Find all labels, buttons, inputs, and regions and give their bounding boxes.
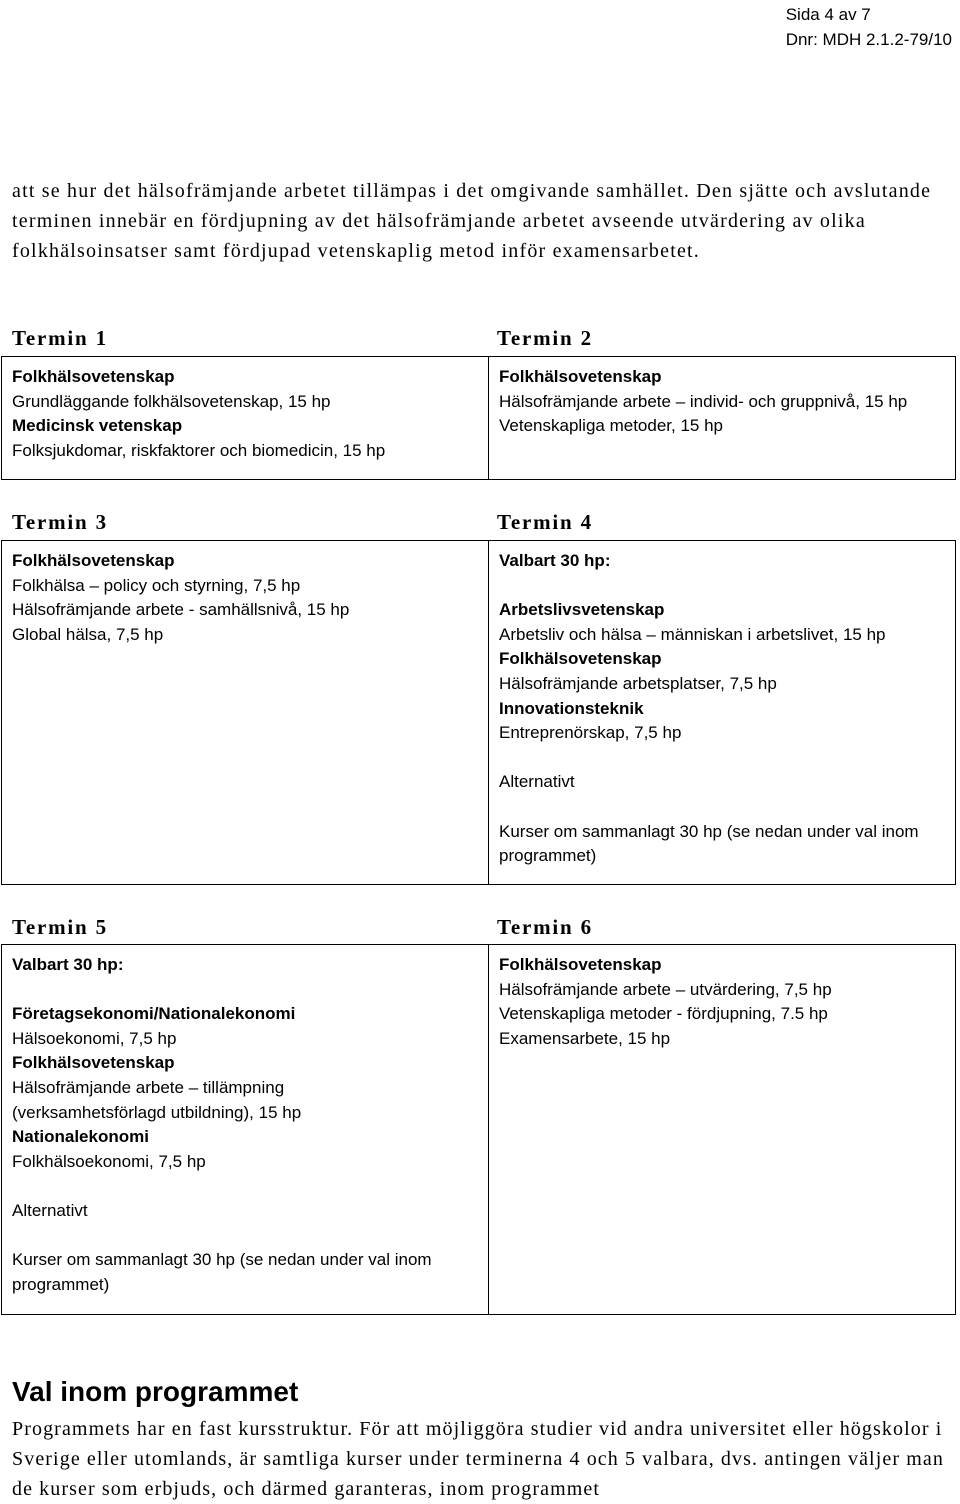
term-4-elective: Valbart 30 hp: bbox=[499, 551, 611, 570]
term-1-label: Termin 1 bbox=[12, 326, 108, 350]
term-6-subject-1: Folkhälsovetenskap bbox=[499, 955, 662, 974]
section-paragraph bbox=[12, 1414, 952, 1504]
term-6-label: Termin 6 bbox=[497, 915, 593, 939]
term-5-subject-2: Folkhälsovetenskap bbox=[12, 1053, 175, 1073]
term-3-cell bbox=[2, 541, 489, 885]
term-2-label: Termin 2 bbox=[497, 326, 593, 350]
term-1-2-table bbox=[1, 356, 956, 480]
term-5-alternative-text: Kurser om sammanlagt 30 hp (se nedan under val inom programmet) bbox=[12, 1250, 432, 1294]
term-1-subject-1: Folkhälsovetenskap bbox=[12, 367, 175, 386]
term-1-subject-2: Medicinsk vetenskap bbox=[12, 416, 183, 436]
term-4-course-2: Hälsofrämjande arbetsplatser, 7,5 hp bbox=[499, 673, 777, 693]
term-6-course-3: Examensarbete, 15 hp bbox=[499, 1028, 671, 1048]
term-4-course-3: Entreprenörskap, 7,5 hp bbox=[499, 723, 682, 743]
term-1-course-2: Folksjukdomar, riskfaktorer och biomedicin, 15 hp bbox=[12, 440, 386, 460]
term-2-course-1: Hälsofrämjande arbete – individ- och gruppnivå, 15 hp bbox=[499, 391, 908, 411]
term-4-label: Termin 4 bbox=[497, 510, 593, 534]
term-4-course-1: Arbetsliv och hälsa – människan i arbetslivet, 15 hp bbox=[499, 624, 886, 644]
term-3-4-table bbox=[1, 540, 956, 885]
intro-paragraph bbox=[12, 176, 952, 266]
page-header bbox=[786, 2, 952, 52]
term-5-label: Termin 5 bbox=[12, 915, 108, 939]
term-6-cell bbox=[489, 945, 956, 1315]
term-5-course-2a: Hälsofrämjande arbete – tillämpning bbox=[12, 1077, 285, 1097]
term-5-course-3: Folkhälsoekonomi, 7,5 hp bbox=[12, 1151, 206, 1171]
term-4-alternative-text: Kurser om sammanlagt 30 hp (se nedan under val inom programmet) bbox=[499, 821, 919, 866]
term-3-subject-1: Folkhälsovetenskap bbox=[12, 551, 175, 570]
term-4-subject-1: Arbetslivsvetenskap bbox=[499, 600, 665, 620]
term-5-subject-1: Företagsekonomi/Nationalekonomi bbox=[12, 1004, 296, 1024]
term-6-course-1: Hälsofrämjande arbete – utvärdering, 7,5 hp bbox=[499, 979, 832, 999]
term-3-course-1: Folkhälsa – policy och styrning, 7,5 hp bbox=[12, 575, 301, 595]
term-3-course-3: Global hälsa, 7,5 hp bbox=[12, 624, 164, 644]
term-4-subject-3: Innovationsteknik bbox=[499, 698, 644, 718]
term-5-6-table bbox=[1, 944, 956, 1315]
term-4-cell bbox=[489, 541, 956, 885]
term-5-cell bbox=[2, 945, 489, 1315]
term-6-course-2: Vetenskapliga metoder - fördjupning, 7.5 hp bbox=[499, 1004, 828, 1024]
term-3-course-2: Hälsofrämjande arbete - samhällsnivå, 15 hp bbox=[12, 600, 350, 620]
intro-text: att se hur det hälsofrämjande arbetet tillämpas i det omgivande samhället. Den sjätte och avslutande terminen innebär en fördjupning av det hälsofrämjande arbetet avseende utvärdering av olika folkhälsoinsatser samt fördjupad vetenskaplig metod inför examensarbetet. bbox=[12, 180, 932, 262]
term-3-label: Termin 3 bbox=[12, 510, 108, 534]
term-5-course-1: Hälsoekonomi, 7,5 hp bbox=[12, 1028, 177, 1048]
section-text: Programmets har en fast kursstruktur. För att möjliggöra studier vid andra universitet eller högskolor i Sverige eller utomlands, är samtliga kurser under terminerna 4 och 5 valbara, dvs. antingen väljer man de kurser som erbjuds, och därmed garanteras, inom programmet bbox=[12, 1418, 944, 1500]
term-1-cell bbox=[2, 357, 489, 480]
document-number: Dnr: MDH 2.1.2-79/10 bbox=[785, 30, 952, 49]
term-2-course-2: Vetenskapliga metoder, 15 hp bbox=[499, 416, 723, 436]
page-number: Sida 4 av 7 bbox=[785, 5, 871, 24]
term-5-subject-3: Nationalekonomi bbox=[12, 1127, 149, 1147]
section-title: Val inom programmet bbox=[12, 1376, 299, 1407]
term-5-course-2b: (verksamhetsförlagd utbildning), 15 hp bbox=[12, 1102, 302, 1122]
term-5-alternative: Alternativt bbox=[12, 1200, 88, 1220]
term-4-subject-2: Folkhälsovetenskap bbox=[499, 649, 662, 669]
term-1-course-1: Grundläggande folkhälsovetenskap, 15 hp bbox=[12, 391, 331, 411]
term-4-alternative: Alternativt bbox=[499, 772, 575, 792]
term-5-elective: Valbart 30 hp: bbox=[12, 955, 124, 974]
term-2-cell bbox=[489, 357, 956, 480]
term-2-subject-1: Folkhälsovetenskap bbox=[499, 367, 662, 386]
